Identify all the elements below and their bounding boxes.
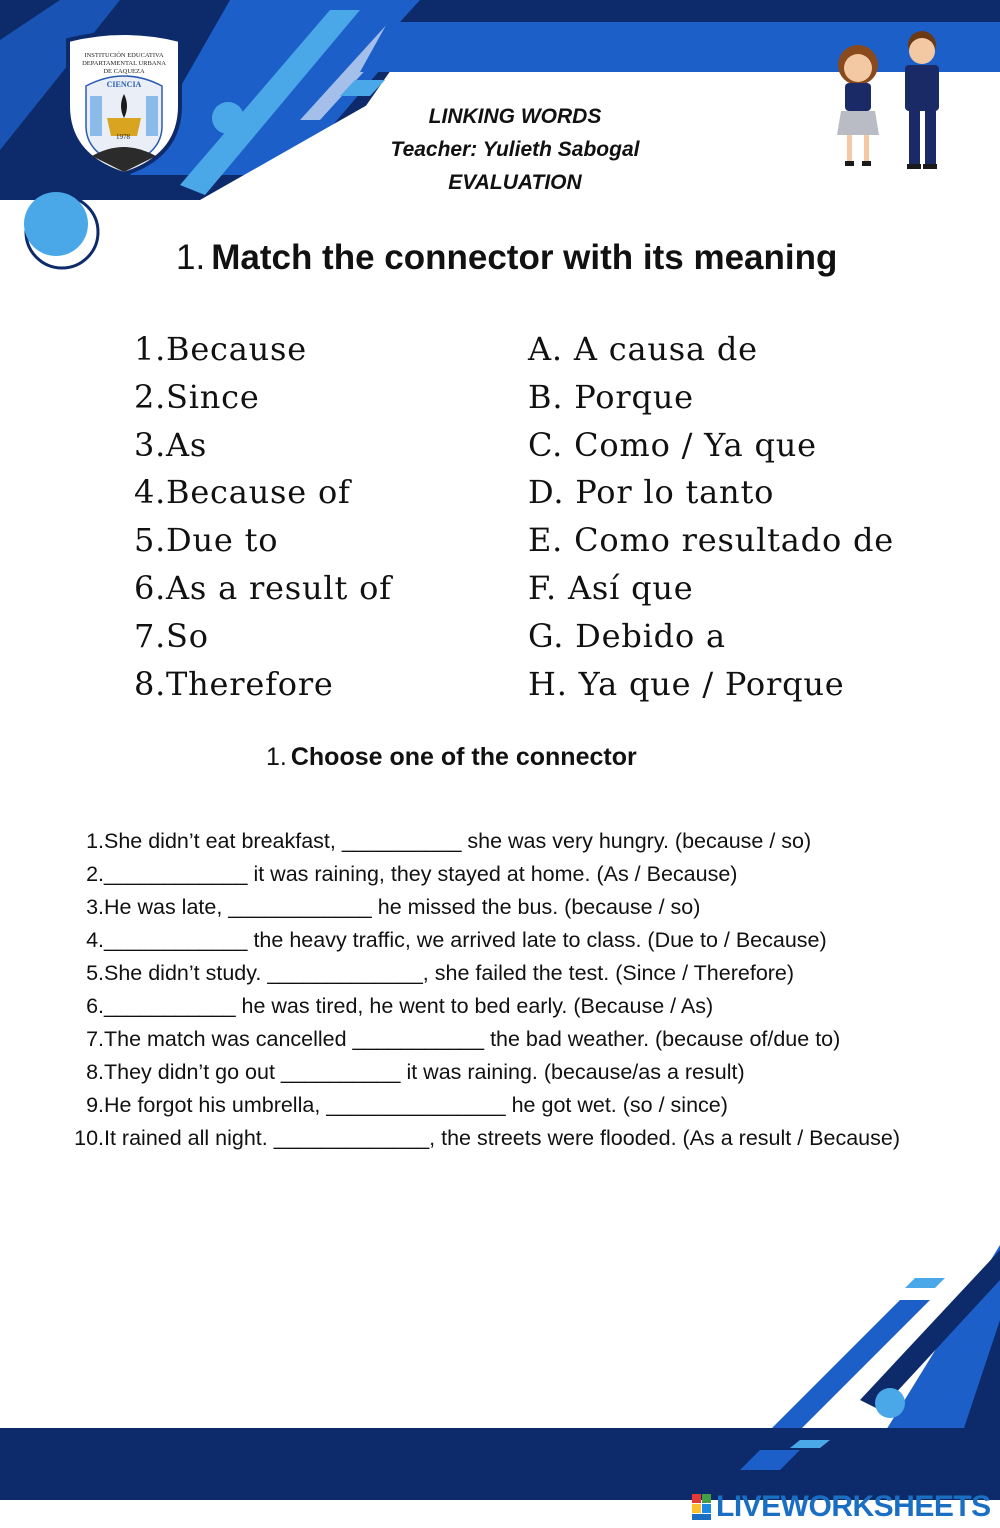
section-1-number: 1.: [176, 238, 206, 277]
connector-text: Since: [166, 377, 260, 416]
connector-number: 2.: [134, 377, 167, 416]
worksheet-header: [320, 100, 710, 199]
meaning-list: [528, 326, 894, 708]
exercise-text: They didn’t go out __________ it was raining. (because/as a result): [104, 1060, 745, 1084]
crest-year: 1978: [116, 133, 130, 141]
school-crest: [62, 26, 186, 176]
exercise-number: 3.: [86, 895, 104, 919]
exercise-number: 5.: [86, 961, 104, 985]
exercise-text: It rained all night. _____________, the streets were flooded. (As a result / Because): [104, 1126, 900, 1150]
worksheet-type: EVALUATION: [448, 171, 582, 194]
exercise-number: 4.: [86, 928, 104, 952]
exercise-text: ____________ it was raining, they stayed at home. (As / Because): [104, 862, 738, 886]
meaning-item: H. Ya que / Porque: [528, 664, 845, 703]
meaning-item: A. A causa de: [528, 330, 758, 368]
exercise-text: ____________ the heavy traffic, we arrived late to class. (Due to / Because): [104, 928, 827, 952]
connector-text: Because: [166, 330, 308, 368]
meaning-item: E. Como resultado de: [528, 521, 895, 560]
crest-motto: CIENCIA: [106, 80, 142, 89]
exercise-number: 8.: [86, 1060, 104, 1084]
exercise-number: 2.: [86, 862, 104, 886]
meaning-item: D. Por lo tanto: [528, 473, 775, 512]
exercise-item: [64, 1056, 944, 1089]
meaning-item: G. Debido a: [528, 616, 726, 655]
exercise-item: [64, 825, 944, 858]
connector-item: [134, 469, 392, 517]
section-1-heading: [176, 238, 837, 278]
exercise-number: 9.: [86, 1093, 104, 1117]
section-2-heading: [266, 743, 637, 772]
exercise-item: [64, 990, 944, 1023]
connector-item: [134, 374, 392, 422]
connector-item: [134, 565, 392, 613]
section-2-title: Choose one of the connector: [290, 743, 637, 771]
exercise-item: [64, 1122, 944, 1155]
connector-text: Due to: [166, 521, 279, 560]
brand-name: LIVEWORKSHEETS: [716, 1490, 991, 1523]
connector-text: Therefore: [166, 664, 334, 703]
connector-number: 1.: [134, 330, 167, 368]
connector-number: 8.: [134, 664, 167, 703]
exercise-number: 10.: [74, 1126, 104, 1150]
exercise-text: ___________ he was tired, he went to bed early. (Because / As): [104, 994, 714, 1018]
exercise-list: [64, 825, 944, 1155]
exercise-number: 6.: [86, 994, 104, 1018]
exercise-item: [64, 1023, 944, 1056]
connector-text: Because of: [166, 473, 351, 512]
exercise-text: He was late, ____________ he missed the bus. (because / so): [104, 895, 701, 919]
exercise-text: The match was cancelled ___________ the bad weather. (because of/due to): [104, 1027, 841, 1051]
connector-number: 6.: [134, 568, 167, 607]
connector-item: [134, 613, 392, 661]
connector-number: 5.: [134, 521, 167, 560]
connector-text: As: [166, 425, 208, 464]
section-1-title: Match the connector with its meaning: [211, 238, 838, 277]
meaning-item: F. Así que: [528, 568, 694, 607]
students-illustration: [825, 25, 960, 175]
connector-list: [134, 326, 392, 708]
connector-text: As a result of: [166, 568, 392, 607]
crest-institution-text: INSTITUCIÓN EDUCATIVA DEPARTAMENTAL URBANA DE CAQUEZA: [82, 52, 166, 75]
exercise-item: [64, 891, 944, 924]
section-2-number: 1.: [266, 743, 287, 771]
worksheet-title: LINKING WORDS: [428, 105, 602, 128]
connector-item: [134, 661, 392, 709]
meaning-item: C. Como / Ya que: [528, 425, 817, 464]
connector-text: So: [166, 616, 209, 655]
exercise-text: He forgot his umbrella, _______________ he got wet. (so / since): [104, 1093, 728, 1117]
teacher-name: Teacher: Yulieth Sabogal: [390, 138, 640, 161]
connector-item: [134, 422, 392, 470]
connector-number: 7.: [134, 616, 167, 655]
exercise-text: She didn’t study. _____________, she failed the test. (Since / Therefore): [104, 961, 795, 985]
connector-item: [134, 517, 392, 565]
connector-item: [134, 326, 392, 374]
connector-number: 3.: [134, 425, 167, 464]
meaning-item: B. Porque: [528, 377, 694, 416]
exercise-text: She didn’t eat breakfast, __________ she was very hungry. (because / so): [104, 829, 812, 853]
exercise-number: 7.: [86, 1027, 104, 1051]
exercise-item: [64, 1089, 944, 1122]
exercise-item: [64, 957, 944, 990]
exercise-number: 1.: [86, 829, 104, 853]
connector-number: 4.: [134, 473, 167, 512]
exercise-item: [64, 858, 944, 891]
exercise-item: [64, 924, 944, 957]
